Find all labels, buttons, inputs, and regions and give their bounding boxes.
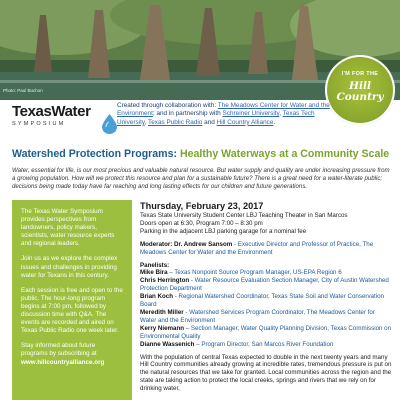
info-sidebar [12, 200, 132, 400]
event-parking: Parking in the adjacent LBJ parking garage for a nominal fee [140, 227, 307, 235]
subscribe-link[interactable]: www.hillcountryalliance.org [21, 358, 105, 366]
panelist-name: Kerry Niemann [140, 324, 185, 332]
event-doors: Doors open at 6:30, Program 7:00 – 8:30 pm [140, 219, 263, 227]
partners-sep-2: , [144, 118, 149, 126]
partners-sep-3: and [202, 118, 217, 126]
panelist-role: – Texas Nonpoint Source Program Manager, US-EPA Region 6 [167, 269, 342, 277]
logo-title: TexasWater [12, 103, 91, 120]
panelists-heading [140, 262, 392, 270]
partner-link-meadows-center[interactable]: The Meadows Center for Water and the Environment [117, 102, 330, 118]
sidebar-paragraph-4 [21, 342, 123, 366]
photo-credit: Photo: Paul Buchon [3, 88, 43, 93]
badge-main-text: Hill Country [336, 80, 384, 103]
partners-mid-text: ; and in partnership with [152, 110, 223, 118]
logo-subtitle: SYMPOSIUM [12, 121, 66, 127]
sidebar-paragraph-3: Each session is free and open to the public. The hour-long program begins at 7:00 pm, followed by discussion time with Q&A. The events are recorded and aired on Texas Public Radio one week later. [21, 286, 123, 335]
hill-country-badge [325, 55, 395, 125]
page-title [12, 148, 392, 160]
event-date: Thursday, February 23, 2017 [140, 201, 264, 211]
panelist-item [140, 325, 392, 341]
panelists-label: Panelists: [140, 261, 170, 269]
panelist-role: - Watershed Services Program Coordinator, The Meadows Center for Water and the Environment [140, 308, 375, 324]
sidebar-subscribe-text: Stay informed about future programs by subscribing at [21, 342, 97, 358]
water-drop-icon [102, 114, 117, 134]
panelist-role: – Section Manager, Water Quality Planning Division, Texas Commission on Environmental Quality [140, 324, 392, 340]
page-title-part-1: Watershed Protection Programs: [12, 148, 180, 160]
page-title-part-2: Healthy Waterways at a Community Scale [179, 148, 390, 160]
moderator-label: Moderator: [140, 240, 175, 248]
partner-link-schreiner[interactable]: Schreiner University [222, 110, 280, 118]
panelist-role: - Regional Watershed Coordinator, Texas State Soil and Water Conservation Board [140, 293, 384, 309]
texas-water-symposium-logo [12, 103, 116, 141]
panelist-item [140, 309, 392, 325]
event-details [140, 201, 392, 393]
panelist-name: Dianne Wassenich [140, 340, 195, 348]
badge-top-text: I'M FOR THE [341, 71, 379, 77]
partners-end: . [273, 118, 276, 126]
panelist-item [140, 269, 392, 277]
panelist-role: – Program Director, San Marcos River Foundation [194, 340, 334, 348]
panelist-name: Brian Koch [140, 293, 174, 301]
partners-sep-1: , [279, 110, 283, 118]
partners-statement [117, 102, 332, 127]
closing-paragraph: With the population of central Texas expected to double in the next twenty years and many Hill Country communities already growing at incredible rates, tremendous pressure is put on the natural resources that we take for granted. Local communities across the region and the state are taking action to protect the local creeks, springs and rivers that we rely on for drinking water, [140, 353, 392, 393]
moderator-role: - Executive Director and Professor of Practice, The Meadows Center for Water and the Environment [140, 240, 374, 256]
moderator-line [140, 241, 392, 257]
panelist-name: Meredith Miller [140, 308, 184, 316]
panelist-name: Chris Herrington [140, 277, 190, 285]
partner-link-texas-public-radio[interactable]: Texas Public Radio [148, 118, 203, 126]
panelist-name: Mike Bira [140, 269, 168, 277]
moderator-name: Dr. Andrew Sansom [174, 240, 233, 248]
panelist-item [140, 277, 392, 293]
panelist-item [140, 293, 392, 309]
sidebar-paragraph-2: Join us as we explore the complex issues and challenges in providing water for Texans in this century. [21, 255, 118, 279]
panelist-role: - Water Resource Evaluation Section Manager, City of Austin Watershed Protection Department [140, 277, 389, 293]
sidebar-paragraph-1: The Texas Water Symposium provides perspectives from landowners, policy makers, scientists, water resource experts and regional leaders. [21, 208, 115, 248]
panelist-item [140, 341, 392, 349]
partners-prefix: Created through collaboration with: [117, 102, 218, 109]
partner-link-texas-tech[interactable]: Texas Tech University [117, 110, 315, 126]
event-venue: Texas State University Student Center LBJ Teaching Theater in San Marcos [140, 212, 348, 219]
partner-link-hill-country-alliance[interactable]: Hill Country Alliance [216, 118, 274, 126]
intro-paragraph: Water, essential for life, is our most precious and valuable natural resource. But water supply and quality are under increasing pressure from a growing population. How will we protect this resource and plan for a sustainable future? There is a great need for a water-literate public; decisions being made today have far reaching and long lasting effects for our children and future generations. [12, 167, 390, 190]
